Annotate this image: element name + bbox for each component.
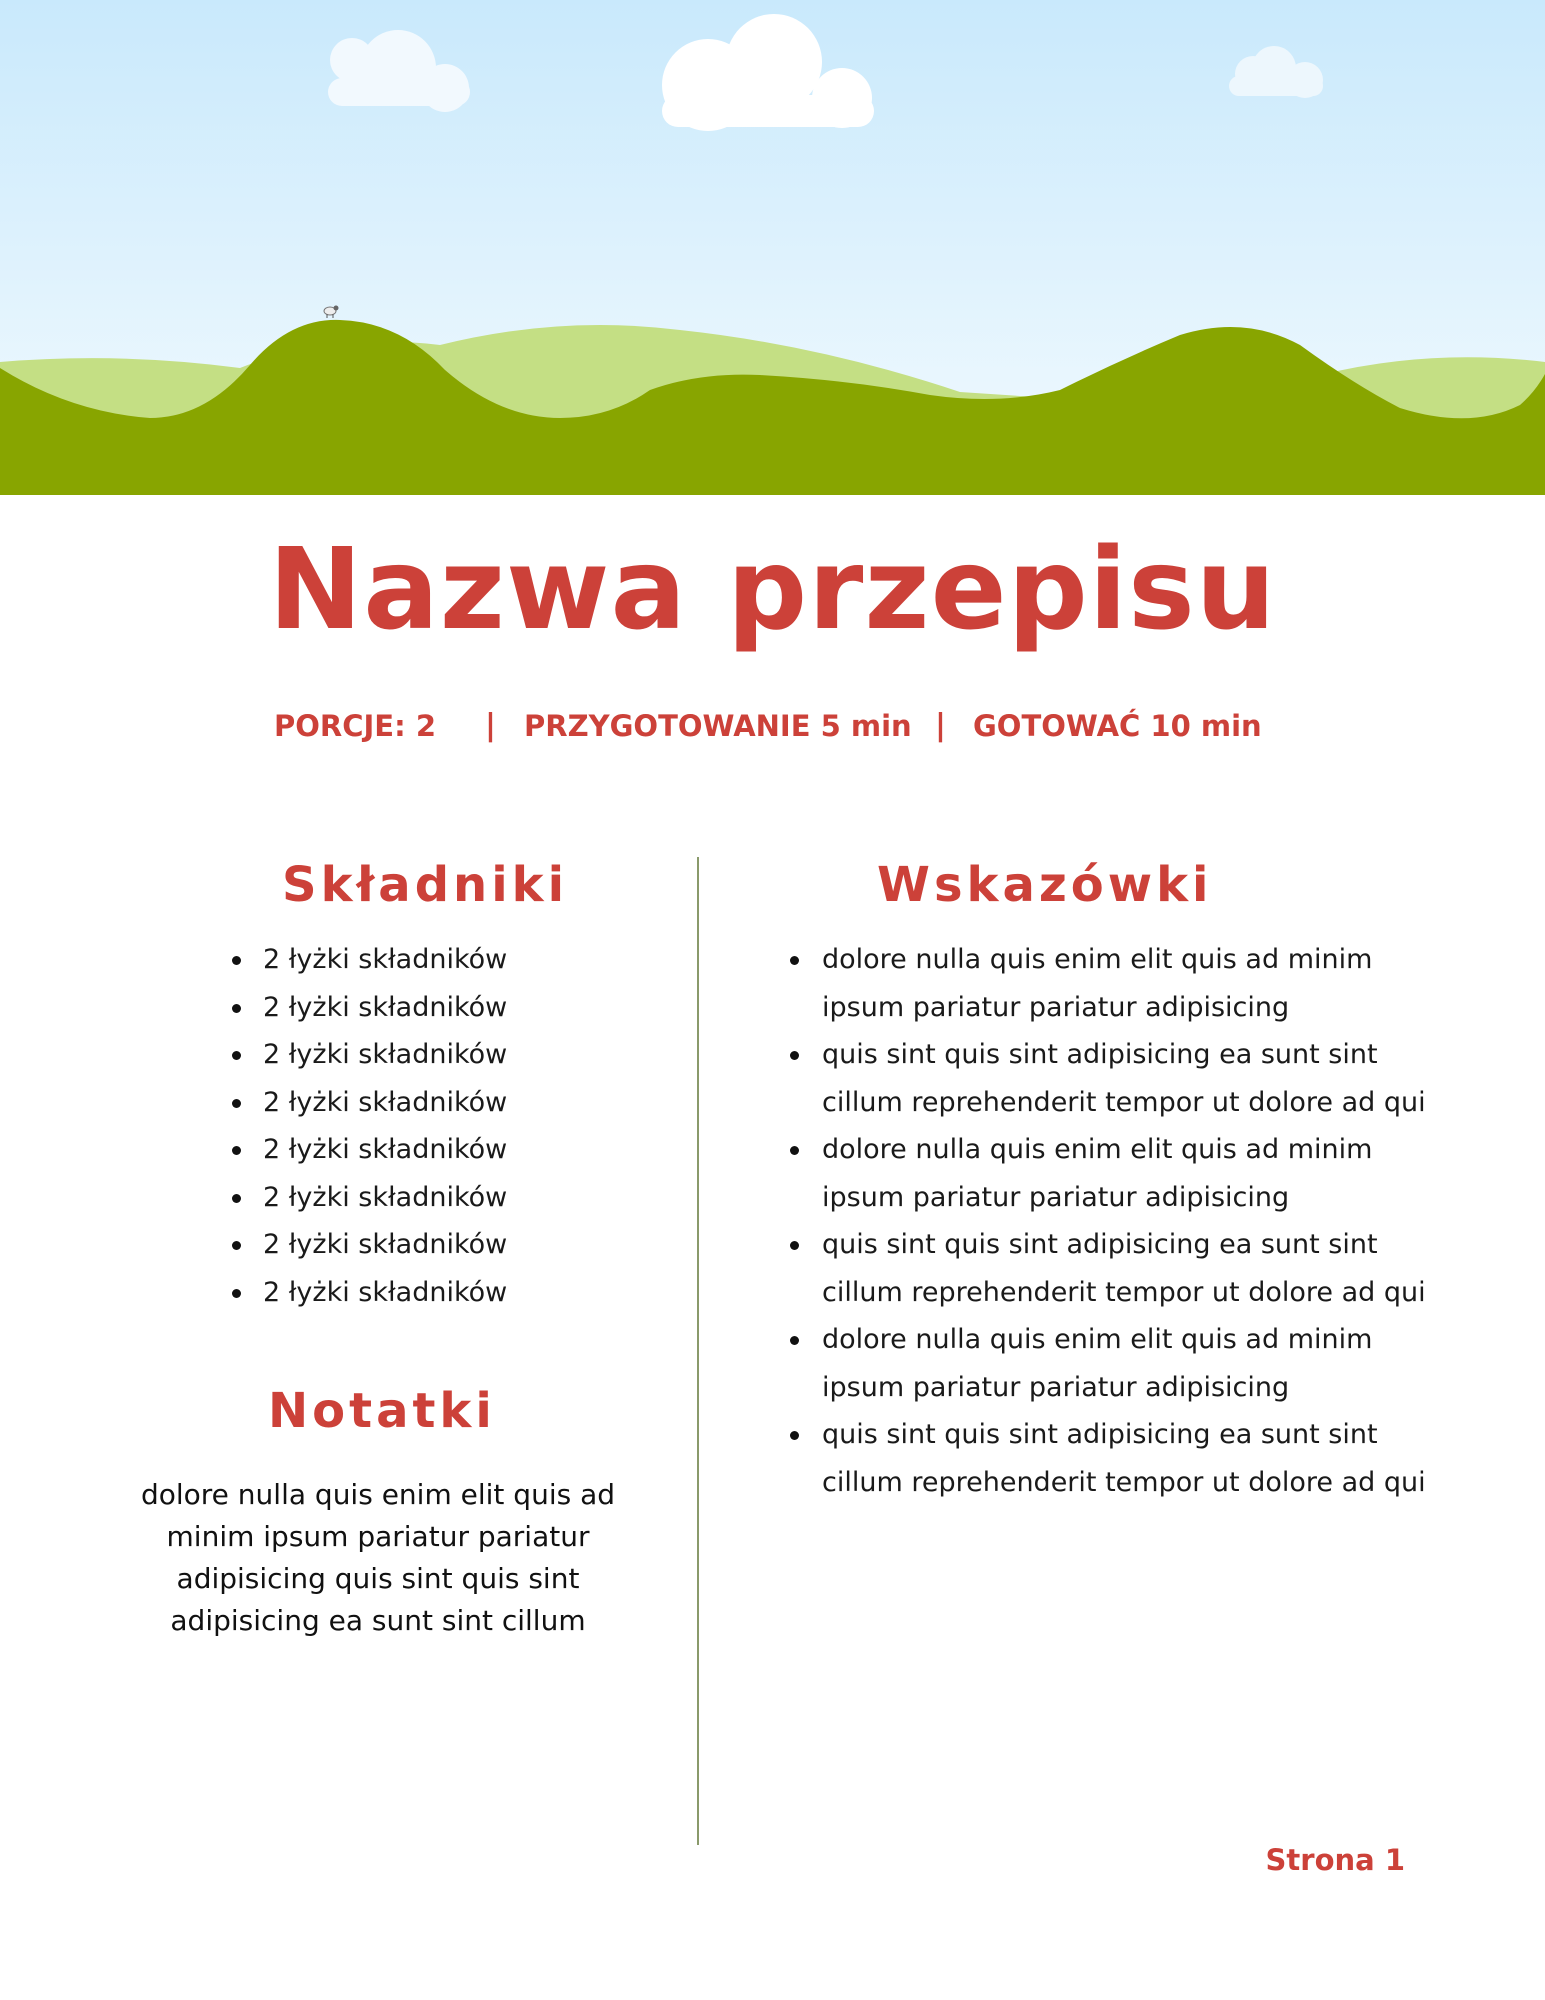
servings-label: PORCJE: 2	[274, 709, 436, 743]
column-divider	[697, 857, 699, 1845]
ingredient-item: 2 łyżki składników	[232, 1079, 652, 1127]
cook-time-label: GOTOWAĆ 10 min	[973, 709, 1262, 743]
ingredient-item: 2 łyżki składników	[232, 936, 652, 984]
notes-text: dolore nulla quis enim elit quis ad minim ipsum pariatur pariatur adipisicing quis sint quis sint adipisicing ea sunt sint cillum	[140, 1478, 616, 1637]
ingredient-item: 2 łyżki składników	[232, 1174, 652, 1222]
notes-heading: Notatki	[268, 1383, 496, 1439]
recipe-title: Nazwa przepisu	[268, 525, 1277, 655]
ingredients-list	[232, 936, 652, 1316]
direction-item: dolore nulla quis enim elit quis ad minim ipsum pariatur pariatur adipisicing	[790, 936, 1430, 1031]
ingredient-item: 2 łyżki składników	[232, 1221, 652, 1269]
page-number: Strona 1	[1265, 1843, 1405, 1877]
ingredient-item: 2 łyżki składników	[232, 1031, 652, 1079]
direction-item: quis sint quis sint adipisicing ea sunt sint cillum reprehenderit tempor ut dolore ad qui	[790, 1221, 1430, 1316]
directions-heading: Wskazówki	[877, 857, 1213, 913]
ingredients-heading: Składniki	[282, 857, 569, 913]
ingredient-item: 2 łyżki składników	[232, 1269, 652, 1317]
direction-item: dolore nulla quis enim elit quis ad minim ipsum pariatur pariatur adipisicing	[790, 1316, 1430, 1411]
direction-item: quis sint quis sint adipisicing ea sunt sint cillum reprehenderit tempor ut dolore ad qui	[790, 1411, 1430, 1506]
ingredient-item: 2 łyżki składników	[232, 1126, 652, 1174]
directions-list	[790, 936, 1430, 1506]
meta-separator: |	[485, 708, 496, 743]
direction-item: quis sint quis sint adipisicing ea sunt sint cillum reprehenderit tempor ut dolore ad qui	[790, 1031, 1430, 1126]
direction-item: dolore nulla quis enim elit quis ad minim ipsum pariatur pariatur adipisicing	[790, 1126, 1430, 1221]
header-landscape-illustration	[0, 0, 1545, 495]
meta-separator: |	[935, 708, 946, 743]
ingredient-item: 2 łyżki składników	[232, 984, 652, 1032]
prep-time-label: PRZYGOTOWANIE 5 min	[524, 709, 912, 743]
